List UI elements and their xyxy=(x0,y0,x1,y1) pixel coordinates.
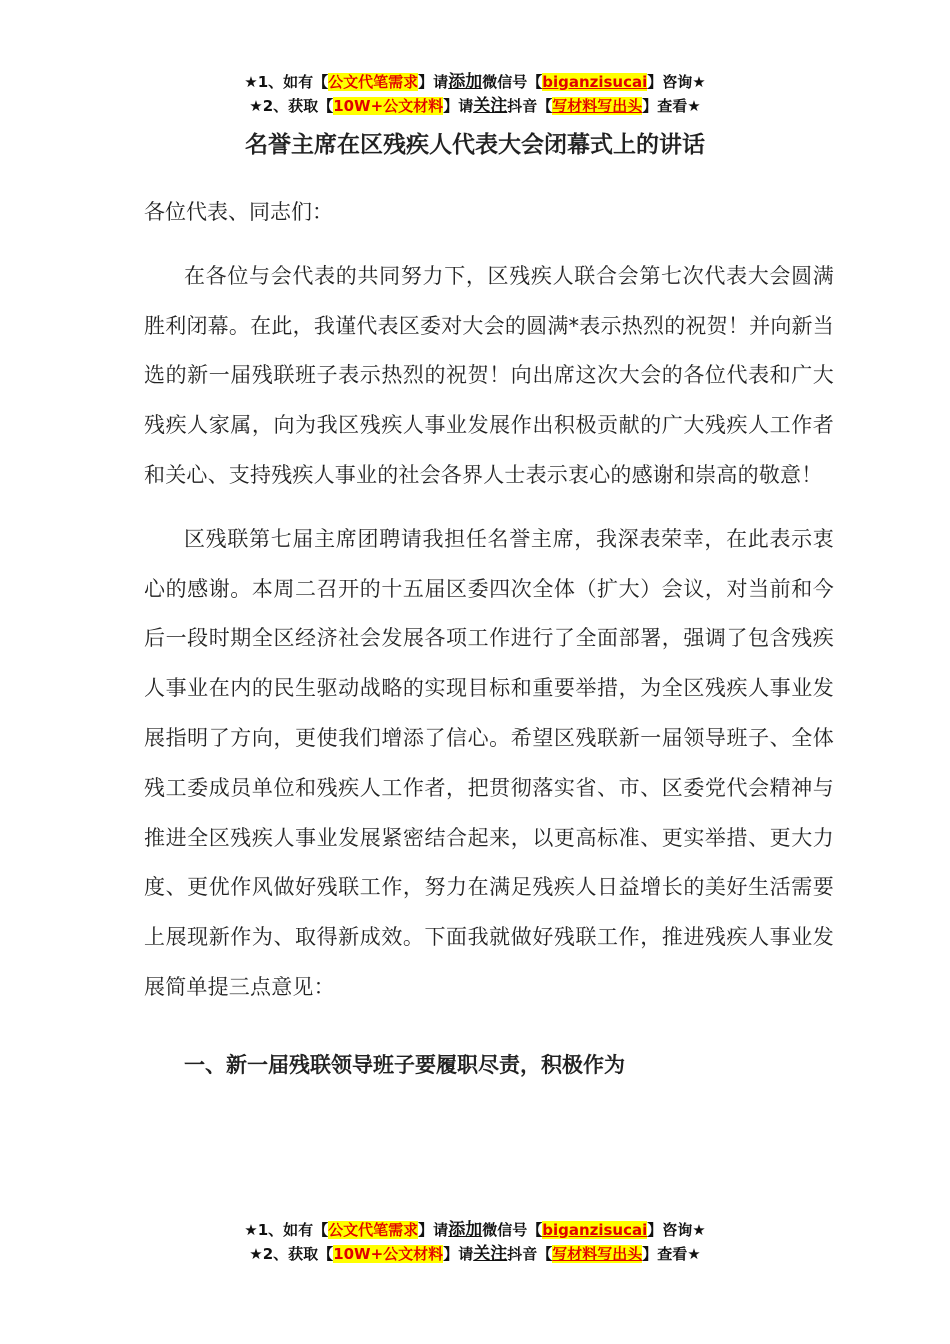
ad-emphasis: 添加 xyxy=(448,1220,483,1240)
bottom-ad-banner xyxy=(0,1218,950,1266)
ad-highlight: 公文代笔需求 xyxy=(328,1221,419,1239)
ad-text: ★2、获取【 xyxy=(249,1245,334,1263)
ad-line-1 xyxy=(0,70,950,94)
ad-line-2 xyxy=(0,1242,950,1266)
ad-text: 微信号【 xyxy=(482,1221,543,1239)
ad-text: ★1、如有【 xyxy=(244,73,329,91)
section-heading: 一、新一届残联领导班子要履职尽责，积极作为 xyxy=(184,1052,625,1077)
ad-text: 】查看★ xyxy=(642,97,701,115)
ad-emphasis: 关注 xyxy=(473,1244,508,1264)
ad-text: 】请 xyxy=(443,1245,474,1263)
ad-text: 抖音【 xyxy=(507,1245,553,1263)
ad-highlight: 公文代笔需求 xyxy=(328,73,419,91)
douyin-account-link[interactable]: 写材料写出头 xyxy=(552,1245,643,1263)
ad-text: 】查看★ xyxy=(642,1245,701,1263)
document-title: 名誉主席在区残疾人代表大会闭幕式上的讲话 xyxy=(245,132,705,158)
ad-highlight: 10W+公文材料 xyxy=(333,1245,444,1263)
ad-text: 】咨询★ xyxy=(647,1221,706,1239)
body-paragraph: 区残联第七届主席团聘请我担任名誉主席，我深表荣幸，在此表示衷心的感谢。本周二召开的十五届区委四次全体（扩大）会议，对当前和今后一段时期全区经济社会发展各项工作进行了全面部署，强调了包含残疾人事业在内的民生驱动战略的实现目标和重要举措，为全区残疾人事业发展指明了方向，更使我们增添了信心。希望区残联新一届领导班子、全体残工委成员单位和残疾人工作者，把贯彻落实省、市、区委党代会精神与推进全区残疾人事业发展紧密结合起来，以更高标准、更实举措、更大力度、更优作风做好残联工作，努力在满足残疾人日益增长的美好生活需要上展现新作为、取得新成效。下面我就做好残联工作，推进残疾人事业发展简单提三点意见： xyxy=(144,526,834,999)
ad-text: 】请 xyxy=(418,73,449,91)
ad-text: 】请 xyxy=(443,97,474,115)
douyin-account-link[interactable]: 写材料写出头 xyxy=(552,97,643,115)
ad-highlight: 10W+公文材料 xyxy=(333,97,444,115)
ad-text: 】咨询★ xyxy=(647,73,706,91)
body-paragraph: 在各位与会代表的共同努力下，区残疾人联合会第七次代表大会圆满胜利闭幕。在此，我谨代表区委对大会的圆满*表示热烈的祝贺！并向新当选的新一届残联班子表示热烈的祝贺！向出席这次大会的各位代表和广大残疾人家属，向为我区残疾人事业发展作出积极贡献的广大残疾人工作者和关心、支持残疾人事业的社会各界人士表示衷心的感谢和崇高的敬意！ xyxy=(144,263,834,487)
ad-text: ★1、如有【 xyxy=(244,1221,329,1239)
ad-emphasis: 添加 xyxy=(448,72,483,92)
wechat-id-link[interactable]: biganzisucai xyxy=(542,1221,648,1239)
ad-text: 微信号【 xyxy=(482,73,543,91)
ad-line-2 xyxy=(0,94,950,118)
ad-text: ★2、获取【 xyxy=(249,97,334,115)
salutation: 各位代表、同志们： xyxy=(144,200,333,224)
ad-line-1 xyxy=(0,1218,950,1242)
wechat-id-link[interactable]: biganzisucai xyxy=(542,73,648,91)
top-ad-banner xyxy=(0,70,950,118)
ad-text: 】请 xyxy=(418,1221,449,1239)
ad-emphasis: 关注 xyxy=(473,96,508,116)
document-body xyxy=(144,188,834,1091)
ad-text: 抖音【 xyxy=(507,97,553,115)
